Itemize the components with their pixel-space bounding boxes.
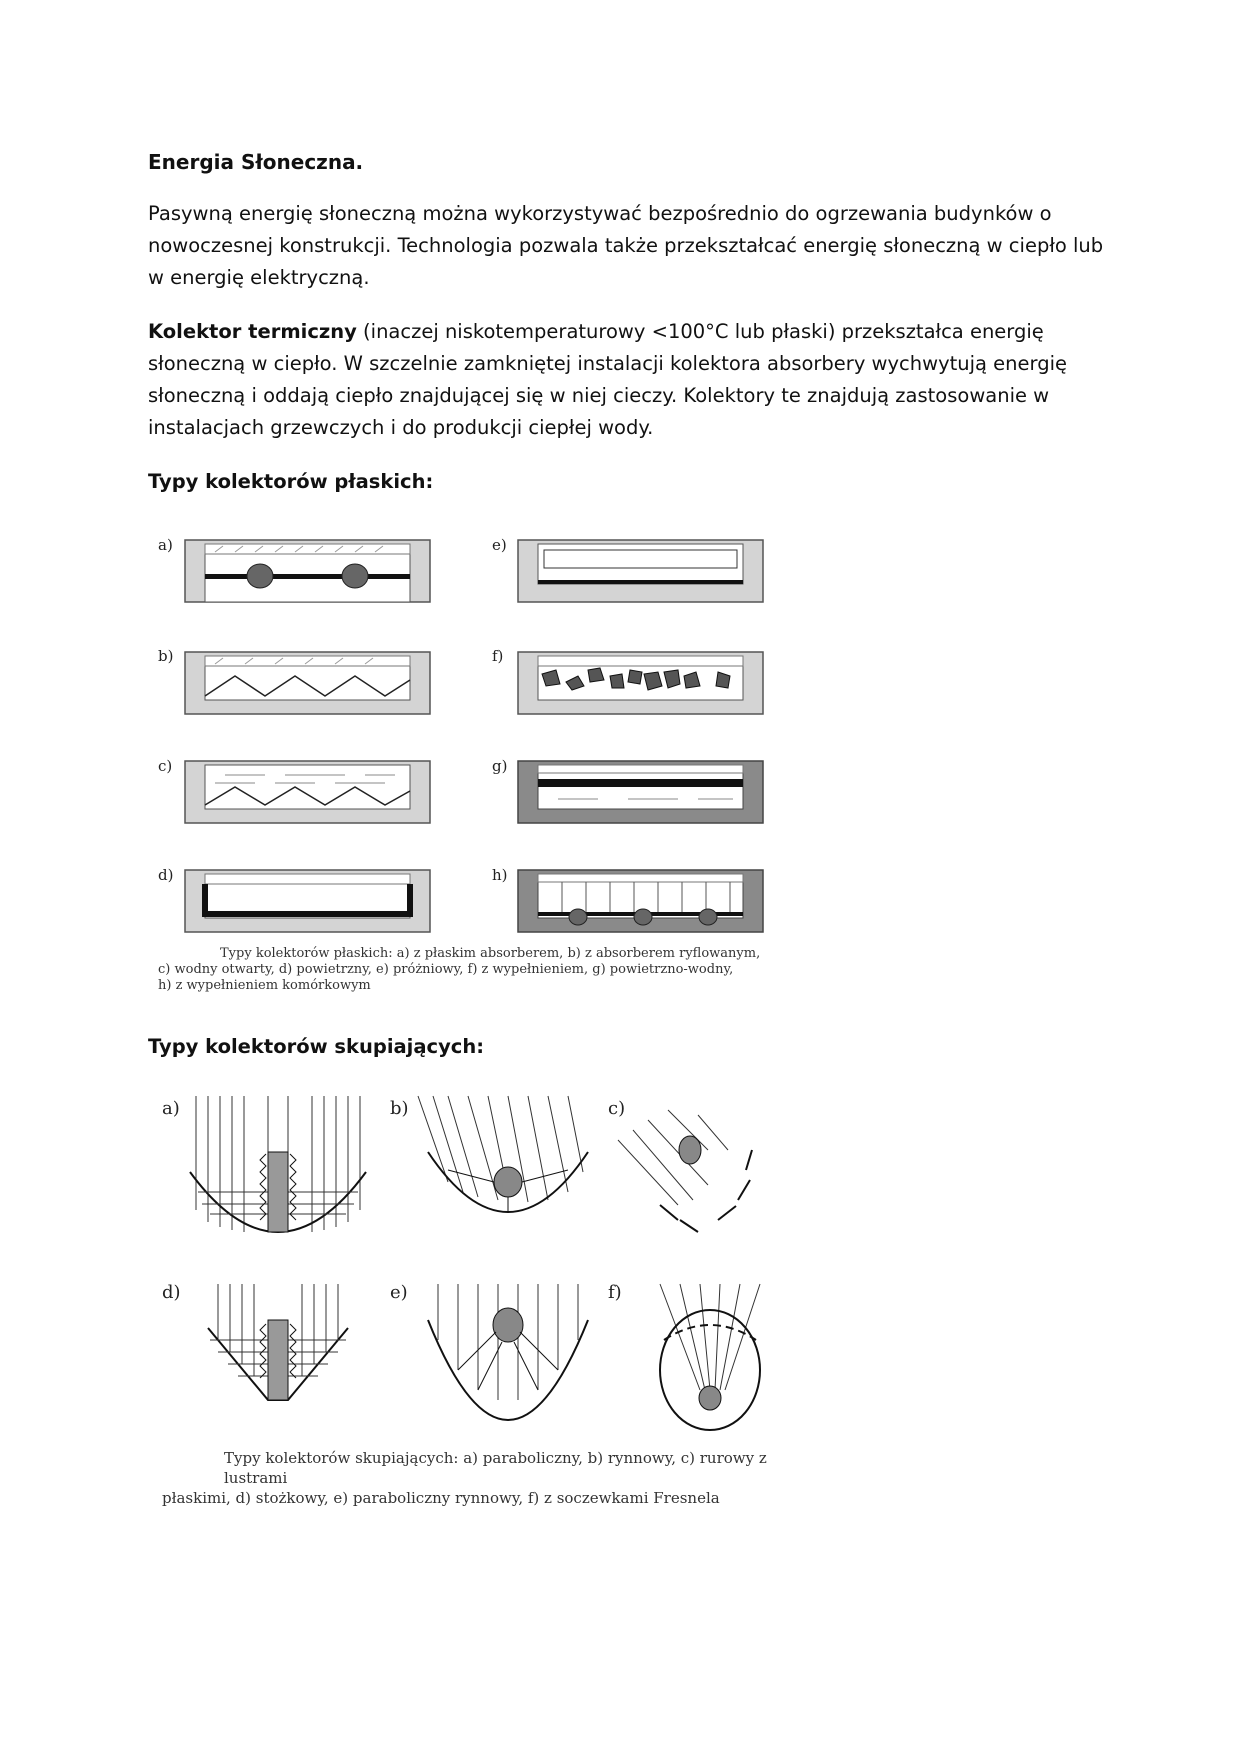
flat-diagram-b: [185, 652, 430, 714]
conc-label-c: c): [608, 1098, 626, 1119]
flat-label-a: a): [158, 536, 173, 554]
page-title: Energia Słoneczna.: [148, 150, 364, 174]
collector-description: (inaczej niskotemperaturowy <100°C lub płaski) przekształca energię słoneczną w ciepło. W szczelnie zamkniętej instalacji kolektora absorbery wychwytują energię słoneczną i oddają ciepło znajdującej się w niej cieczy. Kolektory te znajdują zastosowanie w instalacjach grzewczych i do produkcji ciepłej wody.: [148, 320, 1068, 439]
flat-label-e: e): [492, 536, 507, 554]
flat-label-c: c): [158, 757, 173, 775]
flat-diagram-e: [518, 540, 763, 602]
flat-label-b: b): [158, 647, 174, 665]
collector-term: Kolektor termiczny: [148, 320, 357, 343]
flat-diagram-h: [518, 870, 763, 932]
flat-diagram-g: [518, 761, 763, 823]
flat-caption: [158, 946, 798, 994]
conc-label-a: a): [162, 1098, 180, 1119]
conc-diagram-d: [188, 1280, 368, 1410]
section-flat-heading: Typy kolektorów płaskich:: [148, 470, 434, 493]
flat-caption-line: Typy kolektorów płaskich: a) z płaskim absorberem, b) z absorberem ryflowanym,: [220, 946, 761, 961]
conc-label-e: e): [390, 1282, 408, 1303]
flat-label-g: g): [492, 757, 508, 775]
concentrating-caption: [162, 1448, 802, 1508]
flat-diagram-d: [185, 870, 430, 932]
conc-diagram-a: [188, 1092, 368, 1237]
flat-diagram-f: [518, 652, 763, 714]
conc-diagram-c: [618, 1110, 758, 1240]
conc-caption-line: Typy kolektorów skupiających: a) paraboliczny, b) rynnowy, c) rurowy z lustrami: [224, 1449, 767, 1487]
section-concentrating-heading: Typy kolektorów skupiających:: [148, 1035, 485, 1058]
flat-label-f: f): [492, 647, 504, 665]
conc-diagram-b: [418, 1092, 598, 1237]
flat-caption-line: c) wodny otwarty, d) powietrzny, e) próżniowy, f) z wypełnieniem, g) powietrzno-wodny,: [158, 962, 734, 977]
flat-label-d: d): [158, 866, 174, 884]
collector-paragraph: [148, 316, 1108, 444]
conc-caption-line: płaskimi, d) stożkowy, e) paraboliczny rynnowy, f) z soczewkami Fresnela: [162, 1489, 720, 1507]
conc-label-d: d): [162, 1282, 181, 1303]
flat-diagram-c: [185, 761, 430, 823]
conc-diagram-e: [418, 1280, 598, 1420]
flat-diagram-a: [185, 540, 430, 602]
conc-diagram-f: [650, 1280, 770, 1430]
conc-label-f: f): [608, 1282, 622, 1303]
flat-caption-line: h) z wypełnieniem komórkowym: [158, 978, 371, 993]
flat-label-h: h): [492, 866, 508, 884]
intro-paragraph: Pasywną energię słoneczną można wykorzystywać bezpośrednio do ogrzewania budynków o nowoczesnej konstrukcji. Technologia pozwala także przekształcać energię słoneczną w ciepło lub w energię elektryczną.: [148, 202, 1104, 289]
conc-label-b: b): [390, 1098, 409, 1119]
